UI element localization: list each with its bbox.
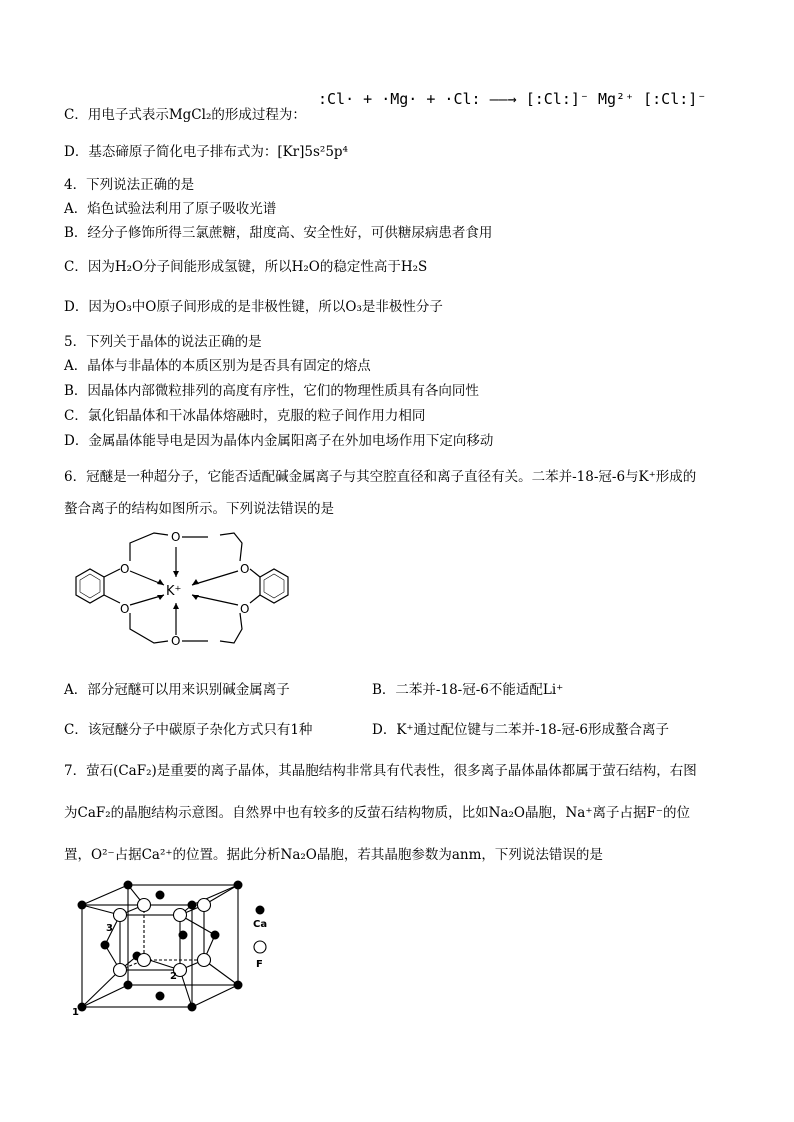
q4-option-d: D．因为O₃中O原子间形成的是非极性键，所以O₃是非极性分子 (64, 299, 443, 315)
q4-stem: 4．下列说法正确的是 (64, 177, 195, 193)
q5-option-c: C．氯化铝晶体和干冰晶体熔融时，克服的粒子间作用力相同 (64, 408, 426, 424)
o-atom-label: O (120, 602, 130, 616)
q6-option-b: B．二苯并-18-冠-6不能适配Li⁺ (372, 682, 564, 698)
q6-option-a: A．部分冠醚可以用来识别碱金属离子 (64, 682, 290, 698)
legend-ca-label: Ca (253, 919, 268, 930)
mgcl2-electron-formula: :Cl· + ·Mg· + ·Cl: ——→ [:Cl:]⁻ Mg²⁺ [:Cl:]⁻ (318, 90, 707, 108)
o-atom-label: O (171, 530, 181, 544)
q6-option-c: C．该冠醚分子中碳原子杂化方式只有1种 (64, 722, 313, 738)
legend-f-label: F (256, 959, 263, 970)
position-label-3: 3 (106, 923, 113, 934)
o-atom-label: O (171, 634, 181, 648)
o-atom-label: O (240, 562, 250, 576)
position-label-2: 2 (170, 971, 177, 982)
position-label-1: 1 (72, 1007, 79, 1018)
crown-ether-k-complex-figure (68, 525, 298, 660)
q7-stem-line2: 为CaF₂的晶胞结构示意图。自然界中也有较多的反萤石结构物质，比如Na₂O晶胞，Na⁺离子占据F⁻的位 (64, 805, 690, 821)
q6-stem-line2: 螯合离子的结构如图所示。下列说法错误的是 (64, 501, 334, 517)
caf2-unit-cell-figure (70, 875, 290, 1020)
q5-option-a: A．晶体与非晶体的本质区别为是否具有固定的熔点 (64, 358, 371, 374)
q5-option-b: B．因晶体内部微粒排列的高度有序性，它们的物理性质具有各向同性 (64, 383, 479, 399)
q7-stem-line3: 置，O²⁻占据Ca²⁺的位置。据此分析Na₂O晶胞，若其晶胞参数为anm，下列说法错误的是 (64, 847, 603, 863)
q4-option-c: C．因为H₂O分子间能形成氢键，所以H₂O的稳定性高于H₂S (64, 259, 428, 275)
k-ion-label: K⁺ (166, 584, 182, 599)
q4-option-a: A．焰色试验法利用了原子吸收光谱 (64, 201, 277, 217)
q6-option-d: D．K⁺通过配位键与二苯并-18-冠-6形成螯合离子 (372, 722, 669, 738)
q6-stem-line1: 6．冠醚是一种超分子，它能否适配碱金属离子与其空腔直径和离子直径有关。二苯并-18-冠-6与K⁺形成的 (64, 469, 697, 485)
q5-option-d: D．金属晶体能导电是因为晶体内金属阳离子在外加电场作用下定向移动 (64, 433, 494, 449)
o-atom-label: O (240, 602, 250, 616)
q5-stem: 5．下列关于晶体的说法正确的是 (64, 334, 262, 350)
o-atom-label: O (120, 562, 130, 576)
q4-option-b: B．经分子修饰所得三氯蔗糖，甜度高、安全性好，可供糖尿病患者食用 (64, 225, 493, 241)
q7-stem-line1: 7．萤石(CaF₂)是重要的离子晶体，其晶胞结构非常具有代表性，很多离子晶体晶体都属于萤石结构，右图 (64, 763, 697, 779)
q3-option-c: C．用电子式表示MgCl₂的形成过程为： (64, 107, 306, 123)
q3-option-d: D．基态碲原子简化电子排布式为：[Kr]5s²5p⁴ (64, 144, 348, 160)
